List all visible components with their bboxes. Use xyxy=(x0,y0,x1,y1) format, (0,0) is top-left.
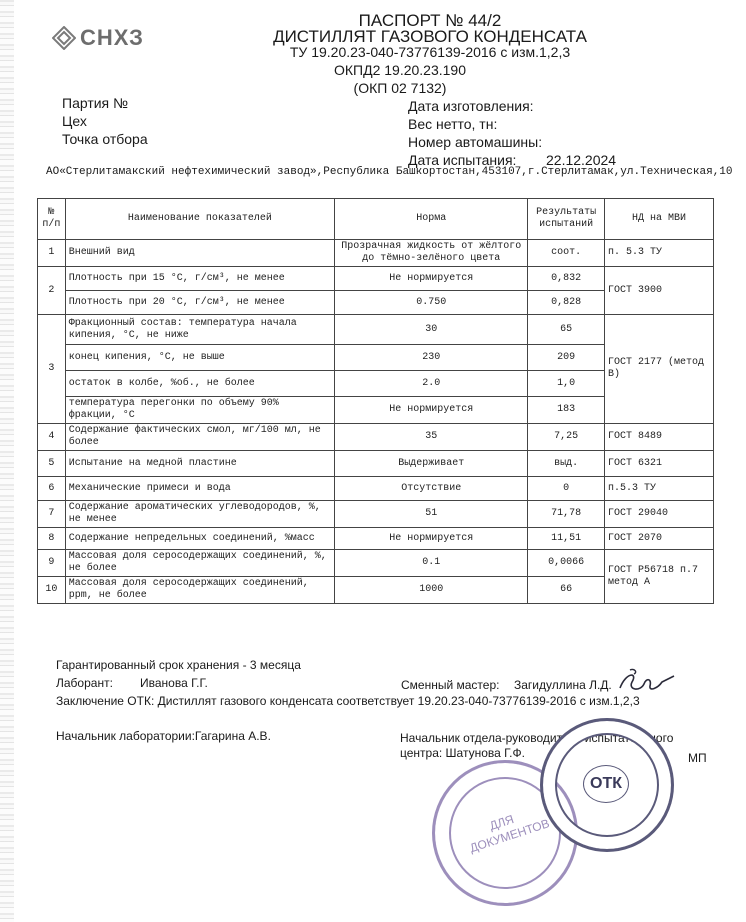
field-shop: Цех xyxy=(62,113,87,129)
header-method: НД на МВИ xyxy=(605,199,714,240)
passport-number: ПАСПОРТ № 44/2 xyxy=(358,11,502,30)
row-num: 9 xyxy=(38,550,66,577)
tu-spec: ТУ 19.20.23-040-73776139-2016 с изм.1,2,3 xyxy=(289,44,571,60)
row-result: соот. xyxy=(528,240,605,267)
row-num: 4 xyxy=(38,424,66,451)
otk-stamp xyxy=(540,718,674,852)
table-row xyxy=(38,240,714,267)
row-result: 0,828 xyxy=(528,291,605,315)
table-row xyxy=(38,528,714,550)
row-name: Испытание на медной пластине xyxy=(65,451,334,477)
dept-head-line1: Начальник отдела-руководитель испытательного xyxy=(400,731,674,745)
logo-text: СНХЗ xyxy=(80,25,144,50)
company-logo xyxy=(52,24,162,52)
test-date-value: 22.12.2024 xyxy=(546,152,617,168)
row-num: 5 xyxy=(38,451,66,477)
header-num-text: № п/п xyxy=(42,207,61,230)
row-result: 183 xyxy=(528,397,605,424)
header-norm: Норма xyxy=(335,199,528,240)
row-method: ГОСТ 6321 xyxy=(605,451,714,477)
table-row xyxy=(38,424,714,451)
header-result: Результаты испытаний xyxy=(528,199,605,240)
lab-assistant-name: Иванова Г.Г. xyxy=(140,676,208,690)
row-norm: 0.750 xyxy=(335,291,528,315)
header-name: Наименование показателей xyxy=(65,199,334,240)
row-norm: 2.0 xyxy=(335,371,528,397)
row-result: 1,0 xyxy=(528,371,605,397)
row-num: 7 xyxy=(38,501,66,528)
row-result: 71,78 xyxy=(528,501,605,528)
row-num: 8 xyxy=(38,528,66,550)
okpd2-code: ОКПД2 19.20.23.190 xyxy=(333,62,466,78)
field-manufacture-date: Дата изготовления: xyxy=(408,98,534,114)
row-norm: 0.1 xyxy=(335,550,528,577)
row-name: Массовая доля серосодержащих соединений, ppm, не более xyxy=(65,577,334,604)
row-name: Плотность при 20 °С, г/см³, не менее xyxy=(65,291,334,315)
row-num: 1 xyxy=(38,240,66,267)
shift-master-signature xyxy=(616,668,678,698)
row-num: 2 xyxy=(38,267,66,315)
storage-period: Гарантированный срок хранения - 3 месяца xyxy=(56,658,301,672)
table-row xyxy=(38,315,714,345)
lab-assistant-label: Лаборант: xyxy=(56,676,113,690)
row-name: Содержание непредельных соединений, %масс xyxy=(65,528,334,550)
field-test-date: Дата испытания: xyxy=(408,152,517,168)
table-row xyxy=(38,477,714,501)
row-norm: Отсутствие xyxy=(335,477,528,501)
row-num: 3 xyxy=(38,315,66,424)
row-norm: Не нормируется xyxy=(335,528,528,550)
row-result: 11,51 xyxy=(528,528,605,550)
row-norm: Не нормируется xyxy=(335,397,528,424)
table-row xyxy=(38,501,714,528)
test-results-table xyxy=(37,198,714,604)
field-net-weight: Вес нетто, тн: xyxy=(408,116,498,132)
row-method: п.5.3 ТУ xyxy=(605,477,714,501)
company-address: АО«Стерлитамакский нефтехимический завод»,Республика Башкортостан,453107,г.Стерлитамак,ул.Техническая,10 xyxy=(46,166,733,178)
row-name: конец кипения, °С, не выше xyxy=(65,345,334,371)
seal-place-mark: МП xyxy=(688,751,707,765)
row-name: Механические примеси и вода xyxy=(65,477,334,501)
field-truck-number: Номер автомашины: xyxy=(408,134,543,150)
row-result: выд. xyxy=(528,451,605,477)
lab-head: Начальник лаборатории:Гагарина А.В. xyxy=(56,729,271,743)
row-num: 10 xyxy=(38,577,66,604)
row-method: ГОСТ 3900 xyxy=(605,267,714,315)
row-norm: Выдерживает xyxy=(335,451,528,477)
logo-mark-icon xyxy=(52,26,76,50)
field-sampling-point: Точка отбора xyxy=(62,131,148,147)
row-name: Фракционный состав: температура начала кипения, °С, не ниже xyxy=(65,315,334,345)
table-header-row xyxy=(38,199,714,240)
row-method: ГОСТ 8489 xyxy=(605,424,714,451)
documents-stamp-text: ДЛЯ ДОКУМЕНТОВ xyxy=(467,812,552,856)
row-result: 209 xyxy=(528,345,605,371)
row-name: Содержание фактических смол, мг/100 мл, не более xyxy=(65,424,334,451)
row-result: 65 xyxy=(528,315,605,345)
row-name: Внешний вид xyxy=(65,240,334,267)
row-method: п. 5.3 ТУ xyxy=(605,240,714,267)
row-result: 7,25 xyxy=(528,424,605,451)
table-row xyxy=(38,267,714,291)
shift-master-name: Загидуллина Л.Д. xyxy=(514,678,612,692)
scan-edge-artifact xyxy=(0,0,14,922)
row-method: ГОСТ 29040 xyxy=(605,501,714,528)
row-method: ГОСТ 2070 xyxy=(605,528,714,550)
table-row xyxy=(38,550,714,577)
row-name: остаток в колбе, %об., не более xyxy=(65,371,334,397)
header-num xyxy=(38,199,66,240)
shift-master-label: Сменный мастер: xyxy=(401,678,500,692)
row-name: температура перегонки по объему 90% фракции, °С xyxy=(65,397,334,424)
row-norm: 1000 xyxy=(335,577,528,604)
row-result: 0 xyxy=(528,477,605,501)
row-num: 6 xyxy=(38,477,66,501)
otk-stamp-text: ОТК xyxy=(583,765,629,803)
row-result: 0,0066 xyxy=(528,550,605,577)
row-method: ГОСТ Р56718 п.7 метод А xyxy=(605,550,714,604)
row-norm: 230 xyxy=(335,345,528,371)
row-norm: Прозрачная жидкость от жёлтого до тёмно-зелёного цвета xyxy=(335,240,528,267)
row-name: Плотность при 15 °С, г/см³, не менее xyxy=(65,267,334,291)
field-batch: Партия № xyxy=(62,95,129,111)
row-method: ГОСТ 2177 (метод В) xyxy=(605,315,714,424)
row-result: 66 xyxy=(528,577,605,604)
otk-conclusion: Заключение ОТК: Дистиллят газового конденсата соответствует 19.20.23-040-73776139-2016 с изм.1,2,3 xyxy=(56,694,640,708)
okp-code: (ОКП 02 7132) xyxy=(353,80,447,96)
product-title: ДИСТИЛЛЯТ ГАЗОВОГО КОНДЕНСАТА xyxy=(273,27,587,46)
row-name: Содержание ароматических углеводородов, %, не менее xyxy=(65,501,334,528)
row-name: Массовая доля серосодержащих соединений, %, не более xyxy=(65,550,334,577)
row-norm: Не нормируется xyxy=(335,267,528,291)
row-norm: 30 xyxy=(335,315,528,345)
row-norm: 51 xyxy=(335,501,528,528)
table-row xyxy=(38,451,714,477)
dept-head-line2: центра: Шатунова Г.Ф. xyxy=(400,746,525,760)
row-norm: 35 xyxy=(335,424,528,451)
row-result: 0,832 xyxy=(528,267,605,291)
